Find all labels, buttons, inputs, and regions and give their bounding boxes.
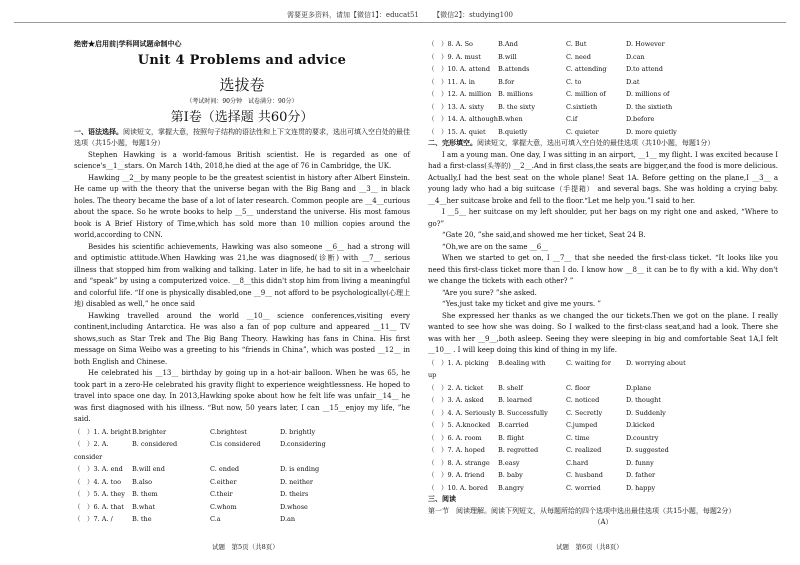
answer-option: B.what [132,502,156,511]
footer-page-5: 试题 第5页（共8页） [212,543,279,551]
section-2-instructions [428,138,778,150]
paragraph: “Oh,we are on the same __6__ [442,242,549,251]
answer-option: C. to [566,77,582,86]
answer-option: C.if [566,115,578,123]
answer-option: D. However [626,40,665,48]
answer-option: D.whose [280,502,308,511]
answer-option: B.will [498,52,517,61]
options-list-2 [428,38,778,138]
page-subtitle: 选拔卷 [219,75,265,94]
answer-option: D.country [626,433,659,442]
answer-option: C. noticed [566,396,600,404]
answer-option: B.will end [132,465,165,473]
answer-option: B.And [498,40,518,48]
exam-meta: （考试时间：90分钟 试卷满分：90分） [186,97,298,105]
question-option-a: （ ）1. A. bright [74,427,131,436]
question-option-a: （ ）11. A. in [428,77,475,86]
question-option-a: （ ）13. A. sixty [428,102,485,111]
question-option-a: （ ）8. A. So [428,40,473,48]
question-option-a: （ ）5. A.knocked [428,421,491,429]
question-option-a: （ ）3. A. asked [428,396,484,404]
question-option-a: （ ）5. A. they [74,490,125,498]
answer-option: D. suggested [626,446,669,454]
answer-option: C. husband [566,471,603,479]
paragraph: When we started to get on, I __7__ that she needed the first-class ticket. “It looks like you need this first-class ticket more than I do. I know how __8__ it can be to fly with a kid. Why don't we change the tickets with each other? ” [428,254,778,285]
answer-option: B. them [132,490,158,498]
paragraph: Hawking __2__by many people to be the greatest scientist in history after Albert Einstein. He came up with the theory that the universe began with the Big Bang and __3__ in black holes. The theory became the base of a lot of later research. Common people are __4__curious about the space. So he wrote books to help __5__ understand the universe. His most famous book is A Brief History of Time,which has sold more than 10 million copies around the world,according to CNN. [74,173,410,239]
answer-option: C. worried [566,483,601,492]
answer-option: C. realized [566,446,602,454]
answer-option: C. ended [210,465,240,473]
answer-option: C. Secretly [566,408,603,417]
answer-option: B. Successfully [498,408,548,417]
confidential-tag: 绝密★启用前|学科网试题命制中心 [74,39,182,48]
paragraph: I am a young man. One day, I was sitting in an airport, __1__ my flight. I was excited because I had a first-class(头等的) __2__.And in first class,the seats are bigger,and the food is more delicious. Actually,I had the best seat on the whole plane! Seat 1A. Before getting on the plane,I __3__ a young lady who had a big suitcase（手提箱） and several bags. She was holding a crying baby. __4__her suitcase broke and fell to the floor.“Let me help you.”I said to her. [428,150,778,205]
answer-option: D. funny [626,458,654,467]
section-1-heading: 一、语法选择。 [74,127,123,136]
answer-option: C.hard [566,458,589,467]
question-option-a: （ ）2. A. consider [74,440,109,461]
answer-option: B.quietly [498,127,528,136]
answer-option: D. the sixtieth [626,102,673,111]
section-1-instructions [74,127,410,150]
answer-option: B.angry [498,483,524,492]
answer-option: D. worrying about [626,358,686,367]
section-3-heading: 三、阅读 [428,495,456,503]
answer-option: D.plane [626,383,652,392]
question-option-a: （ ）8. A. strange [428,458,490,467]
header-divider [14,22,786,23]
paragraph: Stephen Hawking is a world-famous British scientist. He is regarded as one of science's__1__stars. On March 14th, 2018,he died at the age of 76 in Cambridge, the UK. [74,150,410,170]
paragraph: Besides his scientific achievements, Hawking was also someone __6__ had a strong will and optimistic attitude.When Hawking was 21,he was diagnosed(诊断) with __7__ serious illness that stopped him from walking and talking. Later in life, he had to sit in a wheelchair and “speak” by using a computerized voice. __8__this didn't stop him from living a meaningful and colorful life. “If one is physically disabled,one __9__ not afford to be psychologically(心理上地) disabled as well,” he once said [74,242,410,308]
answer-option: B.when [498,115,523,123]
answer-option: B.for [498,77,515,86]
answer-option: D.kicked [626,421,655,429]
answer-option: D. father [626,471,656,479]
answer-option: C. million of [566,90,606,98]
answer-option: C. time [566,433,590,442]
answer-option: B.easy [498,458,520,467]
answer-option: B. the [132,515,152,523]
answer-option: B.also [132,477,153,486]
page-header [0,10,800,22]
answer-option: C. But [566,40,587,48]
question-option-a: （ ）9. A. friend [428,471,485,479]
section-2-heading: 二、完形填空。 [428,139,477,147]
right-column [428,38,778,529]
question-option-a: （ ）10. A. attend [428,65,491,73]
paragraph: Hawking travelled around the world __10__ science conferences,visiting every continent,including Antarctica. He was also a fan of pop culture and appeared __11__ TV shows,such as Star Trek and The Big Bang Theory. Hawking has fans in China. His first message on Sima Weibo was a greeting to his “friends in China”, which was posted __12__ in both English and Chinese. [74,311,410,366]
answer-option: B.attends [498,65,530,73]
paragraph: “Yes,just take my ticket and give me yours. ” [442,300,601,308]
answer-option: C.whom [210,502,237,511]
answer-option: C.their [210,490,233,498]
question-option-a: （ ）6. A. room [428,433,482,442]
answer-option: B. considered [132,440,178,448]
paragraph: She expressed her thanks as we changed the our tickets.Then we got on the plane. I really wanted to see how she was doing. So I walked to the first-class seat,and had a look. There she was with her __9__,both asleep. Seeing they were sleeping in big and comfortable Seat 1A,I felt __10__ . I will keep doing this kind of thing in my life. [428,311,778,354]
answer-option: B. baby [498,471,523,479]
passage-a-label: （A） [593,518,613,526]
question-option-a: （ ）12. A. million [428,90,492,98]
answer-option: B. shelf [498,383,523,392]
answer-option: C. floor [566,383,591,392]
question-option-a: （ ）7. A. / [74,515,113,523]
answer-option: B.dealing with [498,358,546,367]
answer-option: B. regretted [498,446,539,454]
header-text-1: 需要更多资料，请加【微信1】：educat51 [286,11,419,19]
answer-option: D.before [626,115,655,123]
answer-option: C.either [210,477,237,486]
question-option-a: （ ）14. A. although [428,115,498,123]
answer-option: D.can [626,52,645,61]
question-option-a: （ ）15. A. quiet [428,127,486,136]
question-option-a: （ ）10. A. bored [428,483,488,492]
answer-option: B.carried [498,421,529,429]
footer-page-6: 试题 第6页（共8页） [556,543,623,551]
answer-option: D. more quietly [626,127,677,136]
volume-heading: 第Ⅰ卷（选择题 共60分） [170,109,314,125]
section-2-desc: 阅读短文，掌握大意，选出可填入空白处的最佳选项（共10小题，每题1分） [477,139,715,147]
paragraph: He celebrated his __13__ birthday by going up in a hot-air balloon. When he was 65, he took part in a zero-He celebrated his gravity flight to experience weightlessness. He hoped to travel into space one day. In 2013,Hawking spoke about how he felt life was unfair__14__ he was first diagnosed with his illness. “But now, 50 years later, I can __15__enjoy my life, ”he said. [74,369,410,423]
answer-option: C.brightest [210,427,247,436]
section-3-sub: 第一节 阅读理解。阅读下列短文，从每题所给的四个选项中选出最佳选项（共15小题，每题2分） [428,506,736,515]
answer-option: C. waiting for [566,358,611,367]
answer-option: D.considering [280,440,326,448]
answer-option: C. need [566,52,591,61]
answer-option: C.sixtieth [566,102,598,111]
passage-2 [428,150,778,357]
options-list-1 [74,426,410,526]
question-option-a: （ ）4. A. too [74,477,122,486]
question-option-a: （ ）2. A. ticket [428,383,484,392]
paragraph: I __5__ her suitcase on my left shoulder, put her bags on my right one and asked, “Where to go?” [428,208,778,228]
answer-option: C. quieter [566,127,599,136]
question-option-a: （ ）4. A. Seriously [428,408,496,417]
paragraph: “Gate 20, ”she said,and showed me her ticket, Seat 24 B. [442,231,646,239]
question-option-a: （ ）1. A. picking up [428,358,489,379]
paragraph: “Are you sure? ”she asked. [442,288,537,297]
question-option-a: （ ）7. A. hoped [428,446,485,454]
answer-option: B.brighter [132,427,167,436]
answer-option: D.at [626,77,640,86]
answer-option: D. neither [280,477,313,486]
page-title: Unit 4 Problems and advice [137,52,347,68]
answer-option: C.a [210,515,221,523]
answer-option: D. millions of [626,90,670,98]
section-1-desc: 阅读短文，掌握大意，按照句子结构的语法性和上下文连贯的要求，选出可填入空白处的最佳选项（共15小题，每题1分） [74,127,410,147]
answer-option: D. is ending [280,465,320,473]
answer-option: D. theirs [280,490,309,498]
answer-option: D.to attend [626,65,663,73]
header-text-2: 【微信2】：studying100 [433,11,514,19]
answer-option: D. brightly [280,427,316,436]
answer-option: B. millions [498,90,533,98]
answer-option: D. happy [626,483,656,492]
question-option-a: （ ）9. A. must [428,52,481,61]
answer-option: D. thought [626,396,661,404]
answer-option: B. flight [498,433,525,442]
answer-option: B. learned [498,396,533,404]
answer-option: D.an [280,515,296,523]
answer-option: B. the sixty [498,102,535,111]
answer-option: C. attending [566,65,607,73]
answer-option: D. Suddenly [626,408,666,417]
options-list-3 [428,357,778,495]
answer-option: C.jumped [566,421,598,429]
question-option-a: （ ）3. A. end [74,465,123,473]
question-option-a: （ ）6. A. that [74,502,124,511]
answer-option: C.is considered [210,440,261,448]
left-column [74,38,410,526]
passage-1 [74,150,410,426]
